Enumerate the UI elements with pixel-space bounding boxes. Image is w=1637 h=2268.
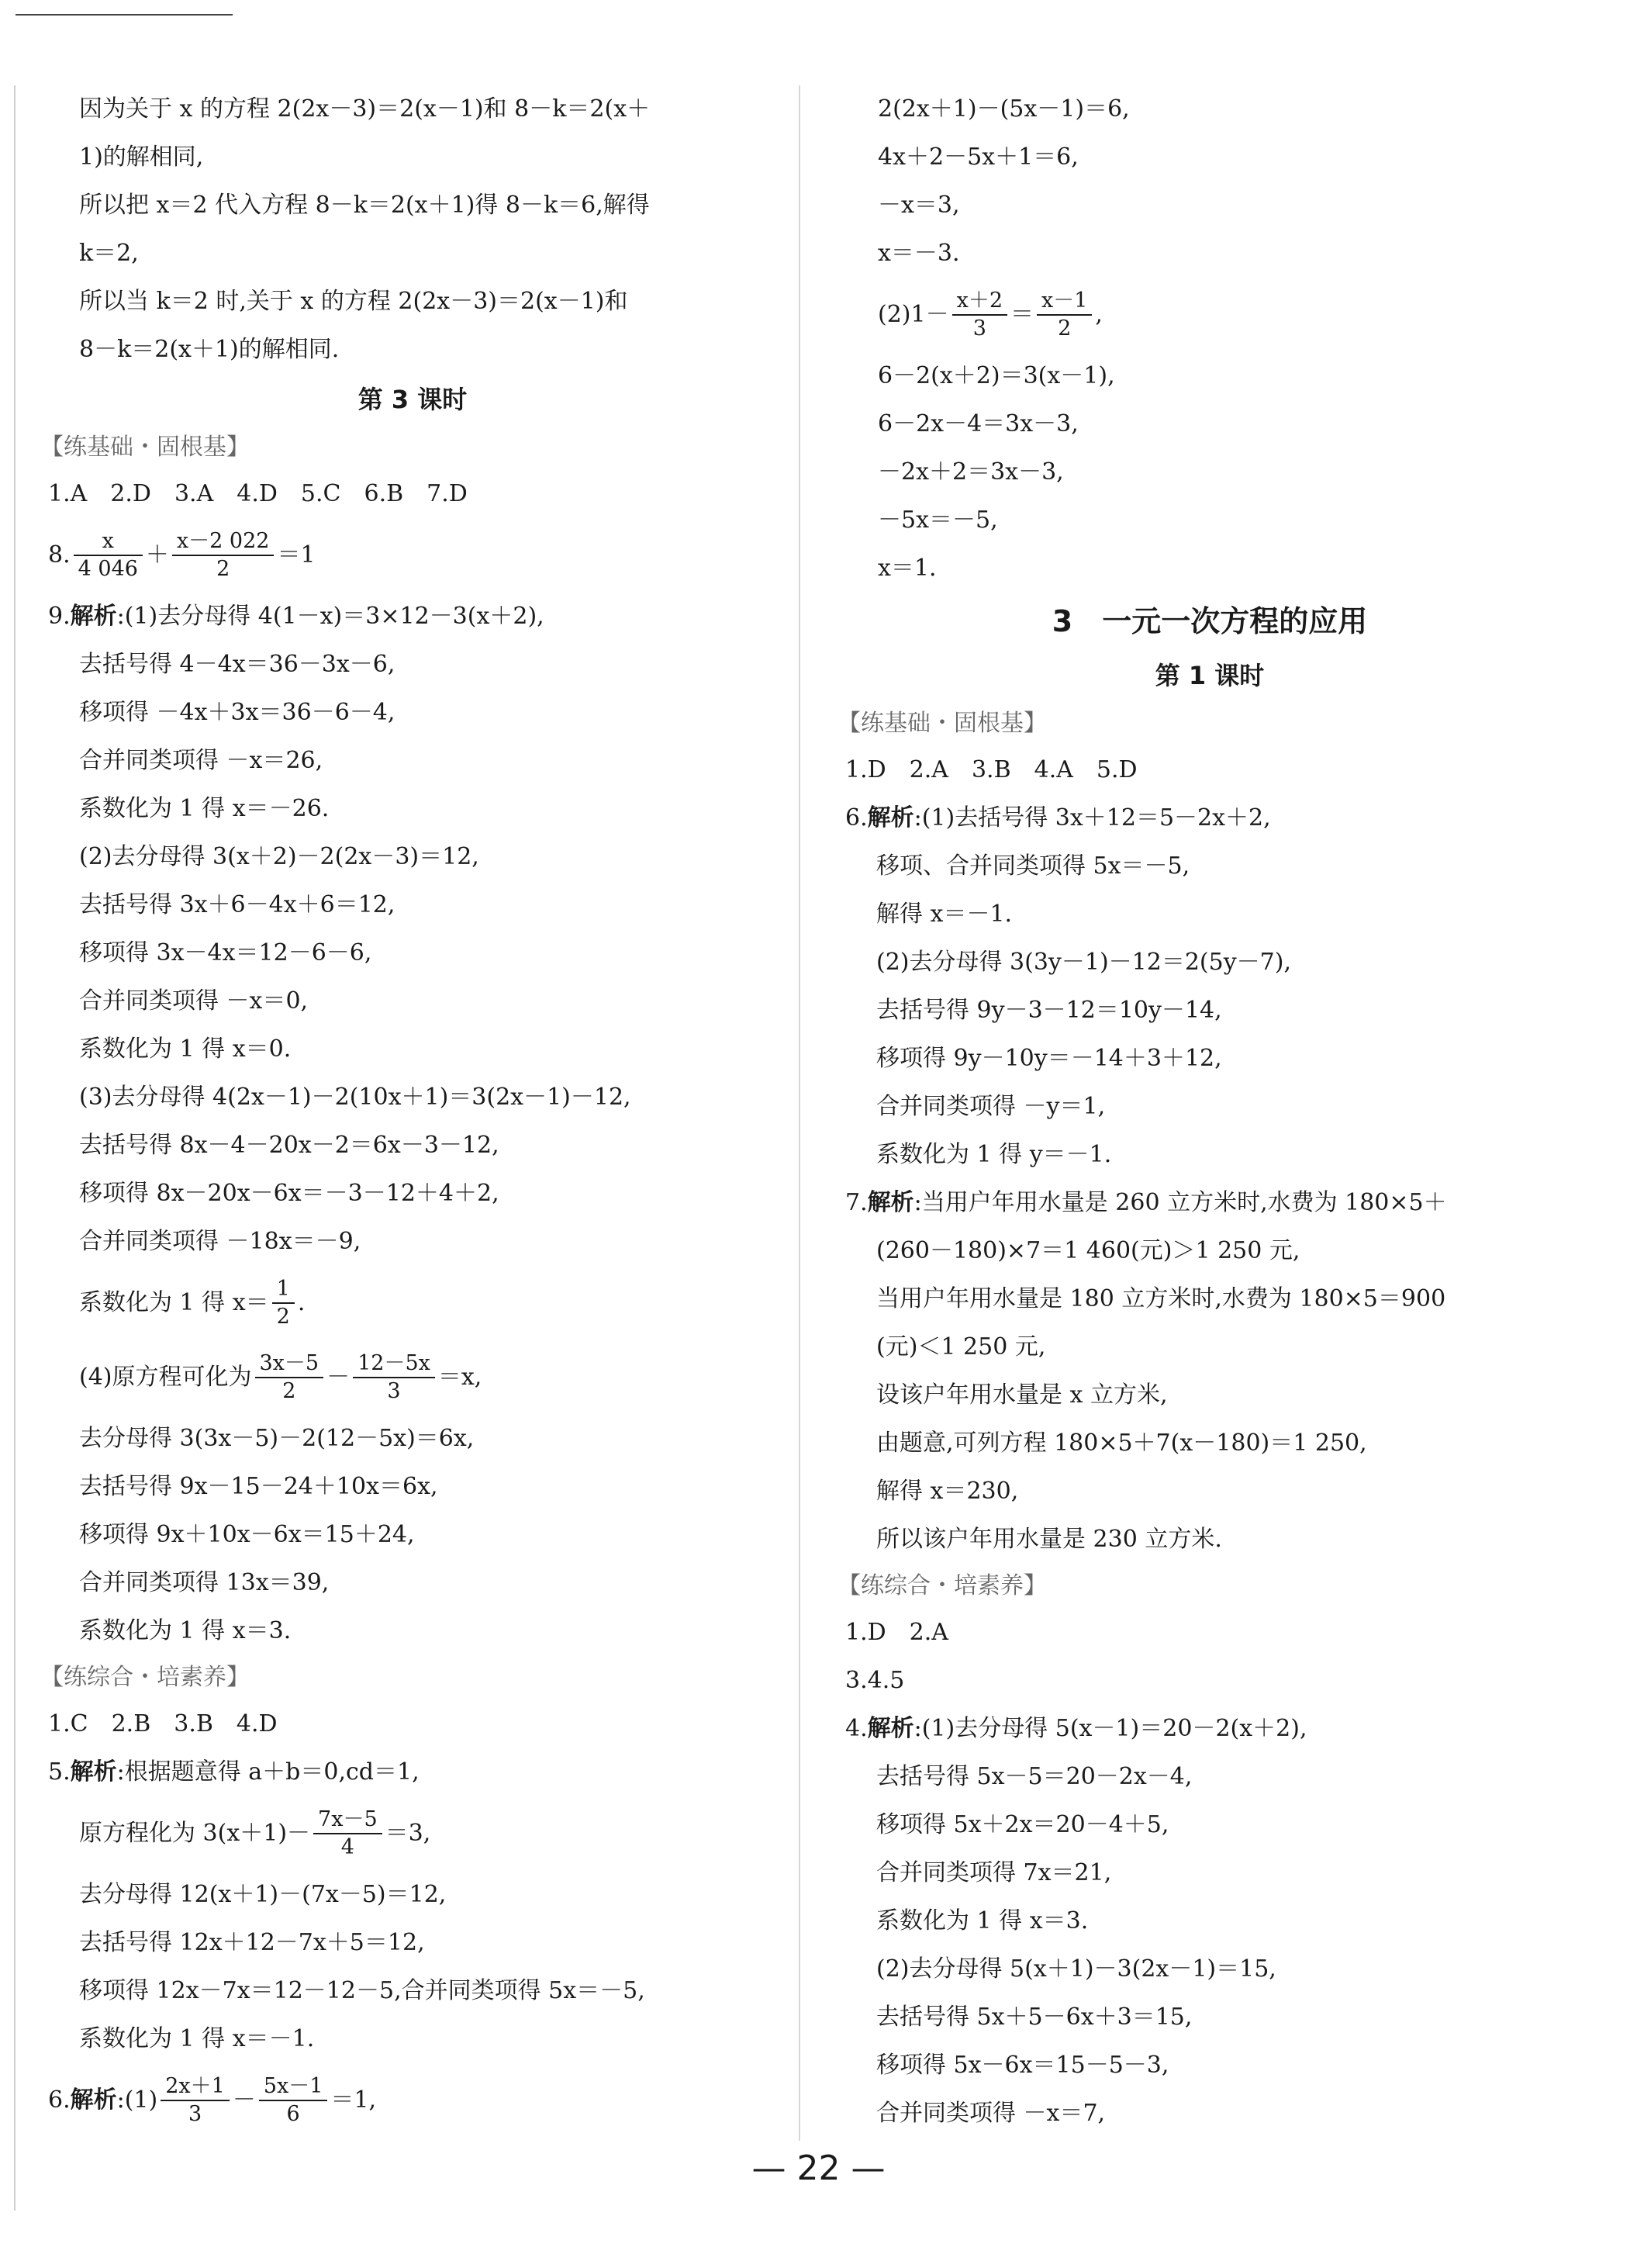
fraction-denominator: 4 046 [78, 557, 138, 581]
text-run: 7. [845, 1189, 868, 1216]
text-line: 由题意,可列方程 180×5＋7(x－180)＝1 250, [876, 1430, 1367, 1457]
text-line: －x＝3, [878, 192, 960, 219]
text-run: ＝ [1010, 301, 1034, 328]
fraction-numerator: 3x－5 [255, 1350, 324, 1378]
text-line: 所以把 x＝2 代入方程 8－k＝2(x＋1)得 8－k＝6,解得 [79, 192, 650, 219]
text-run: 5. [48, 1758, 71, 1786]
text-line [48, 1796, 777, 1871]
fraction-numerator: 1 [272, 1276, 295, 1304]
fraction-numerator: 12－5x [353, 1350, 435, 1378]
section-title: 第 1 课时 [1155, 661, 1265, 690]
text-line [845, 1705, 1574, 1753]
text-run: ＝1 [277, 541, 316, 569]
section-title: 第 3 课时 [357, 385, 468, 414]
text-run: － [326, 1364, 351, 1391]
text-line [48, 1748, 777, 1796]
text-line: (2)去分母得 3(x＋2)－2(2x－3)＝12, [79, 843, 479, 870]
text-line: 所以当 k＝2 时,关于 x 的方程 2(2x－3)＝2(x－1)和 [79, 288, 628, 315]
text-line: 移项得 9y－10y＝－14＋3＋12, [876, 1045, 1222, 1072]
text-line [845, 794, 1574, 842]
fraction-denominator: 2 [1058, 316, 1072, 341]
text-run: :(1)去分母得 5(x－1)＝20－2(x＋2), [913, 1715, 1307, 1742]
text-run: (4)原方程可化为 [79, 1364, 252, 1391]
text-line: 去括号得 12x＋12－7x＋5＝12, [79, 1929, 425, 1956]
text-run: 6. [48, 2086, 71, 2114]
answer-label: 解析 [867, 1715, 914, 1742]
text-line: (3)去分母得 4(2x－1)－2(10x＋1)＝3(2x－1)－12, [79, 1084, 631, 1111]
text-line: 系数化为 1 得 x＝－1. [79, 2025, 315, 2052]
section-label: 【练基础・固根基】 [837, 710, 1047, 737]
text-run: 9. [48, 603, 71, 630]
text-line: 去括号得 5x－5＝20－2x－4, [876, 1763, 1193, 1790]
right-column [837, 85, 1574, 2138]
text-line: 1.C 2.B 3.B 4.D [48, 1710, 278, 1737]
fraction-denominator: 6 [286, 2102, 300, 2126]
text-line: 解得 x＝230, [876, 1478, 1019, 1505]
text-line: x＝－3. [878, 240, 960, 267]
top-rule [16, 14, 233, 16]
text-line: 8－k＝2(x＋1)的解相同. [79, 336, 340, 363]
text-run: ＋ [145, 541, 169, 569]
fraction-numerator: x＋2 [952, 288, 1007, 316]
text-line: (260－180)×7＝1 460(元)＞1 250 元, [876, 1237, 1300, 1264]
text-line: 因为关于 x 的方程 2(2x－3)＝2(x－1)和 8－k＝2(x＋ [79, 95, 651, 123]
text-line: k＝2, [79, 240, 139, 267]
answer-label: 解析 [70, 603, 117, 630]
section-label: 【练基础・固根基】 [40, 434, 250, 461]
text-line: 合并同类项得 －y＝1, [876, 1093, 1106, 1120]
text-line: 合并同类项得 －18x＝－9, [79, 1228, 361, 1255]
text-line: 去括号得 8x－4－20x－2＝6x－3－12, [79, 1132, 499, 1159]
section-label: 【练综合・培素养】 [837, 1572, 1047, 1599]
page-number: — 22 — [751, 2149, 886, 2188]
text-line: 移项得 5x－6x＝15－5－3, [876, 2052, 1169, 2079]
text-run: ＝1, [330, 2086, 377, 2114]
answer-label: 解析 [70, 1758, 117, 1786]
fraction-denominator: 4 [340, 1835, 354, 1859]
text-line: 3.4.5 [845, 1667, 905, 1694]
text-line: 所以该户年用水量是 230 立方米. [876, 1526, 1222, 1553]
fraction-numerator: 5x－1 [259, 2073, 328, 2101]
text-run: , [1095, 301, 1103, 328]
text-line: 系数化为 1 得 x＝－26. [79, 795, 330, 822]
text-line: 去分母得 3(3x－5)－2(12－5x)＝6x, [79, 1425, 475, 1452]
text-line: 合并同类项得 7x＝21, [876, 1859, 1112, 1886]
text-line [845, 1179, 1574, 1227]
fraction [255, 1350, 324, 1405]
text-run: 4. [845, 1715, 868, 1742]
text-run: (2)1－ [878, 301, 949, 328]
text-line: 4x＋2－5x＋1＝6, [878, 143, 1079, 171]
fraction-denominator: 2 [282, 1379, 296, 1403]
text-line [48, 593, 777, 641]
text-line: x＝1. [878, 555, 937, 582]
text-line: 移项得 12x－7x＝12－12－5,合并同类项得 5x＝－5, [79, 1977, 645, 2004]
fraction-denominator: 3 [387, 1379, 401, 1403]
text-line: 1.D 2.A [845, 1619, 948, 1646]
text-run: :根据题意得 a＋b＝0,cd＝1, [116, 1758, 420, 1786]
text-line: 移项得 9x＋10x－6x＝15＋24, [79, 1521, 415, 1548]
text-line: 合并同类项得 －x＝26, [79, 747, 323, 774]
text-line: 移项、合并同类项得 5x＝－5, [876, 852, 1190, 880]
text-line: 移项得 3x－4x＝12－6－6, [79, 939, 372, 966]
text-run: 6. [845, 804, 868, 831]
text-line: 去括号得 5x＋5－6x＋3＝15, [876, 2004, 1193, 2031]
text-line [48, 1266, 777, 1340]
text-run: 系数化为 1 得 x＝ [79, 1289, 269, 1316]
text-line: 去分母得 12(x＋1)－(7x－5)＝12, [79, 1881, 447, 1908]
text-line [48, 1340, 777, 1415]
fraction-denominator: 3 [972, 316, 986, 341]
fraction-denominator: 2 [216, 557, 230, 581]
fraction-denominator: 2 [276, 1305, 290, 1329]
text-line [845, 278, 1574, 352]
left-margin-rule [14, 85, 16, 2211]
fraction [353, 1350, 435, 1405]
text-line: 1.A 2.D 3.A 4.D 5.C 6.B 7.D [48, 480, 468, 507]
text-run: ＝x, [437, 1364, 482, 1391]
answer-label: 解析 [867, 804, 914, 831]
text-run: － [232, 2086, 256, 2114]
fraction-numerator: x [74, 528, 143, 556]
text-line: 1)的解相同, [79, 143, 204, 171]
text-line: 合并同类项得 －x＝7, [876, 2100, 1106, 2127]
text-line: 当用户年用水量是 180 立方米时,水费为 180×5＝900 [876, 1285, 1446, 1312]
text-line: －2x＋2＝3x－3, [878, 458, 1064, 486]
answer-label: 解析 [867, 1189, 914, 1216]
fraction [161, 2073, 230, 2128]
fraction [1037, 288, 1092, 342]
text-line: 2(2x＋1)－(5x－1)＝6, [878, 95, 1130, 123]
text-line: 去括号得 4－4x＝36－3x－6, [79, 651, 395, 678]
fraction [74, 528, 143, 583]
text-line: 系数化为 1 得 x＝3. [876, 1907, 1089, 1934]
text-run: :(1) [116, 2086, 158, 2114]
text-line: 设该户年用水量是 x 立方米, [876, 1381, 1168, 1409]
section-title: 3 一元一次方程的应用 [1052, 604, 1368, 638]
text-line: (2)去分母得 5(x＋1)－3(2x－1)＝15, [876, 1955, 1276, 1983]
section-label: 【练综合・培素养】 [40, 1664, 250, 1691]
fraction-denominator: 3 [188, 2102, 202, 2126]
text-line [48, 518, 777, 593]
text-line: 解得 x＝－1. [876, 901, 1013, 928]
fraction [172, 528, 275, 583]
fraction [952, 288, 1007, 342]
text-run: ＝3, [385, 1820, 431, 1847]
fraction [259, 2073, 328, 2128]
text-line: 合并同类项得 －x＝0, [79, 987, 309, 1015]
text-line: 移项得 －4x＋3x＝36－6－4, [79, 699, 395, 726]
text-run: 8. [48, 541, 71, 569]
column-divider [799, 85, 800, 2141]
fraction [313, 1806, 382, 1861]
answer-label: 解析 [70, 2086, 117, 2114]
text-line [48, 2063, 777, 2138]
text-line: (2)去分母得 3(3y－1)－12＝2(5y－7), [876, 949, 1291, 976]
text-line: 合并同类项得 13x＝39, [79, 1569, 330, 1596]
text-line: 系数化为 1 得 y＝－1. [876, 1141, 1112, 1168]
fraction-numerator: x－1 [1037, 288, 1092, 316]
fraction-numerator: 7x－5 [313, 1806, 382, 1834]
text-run: :当用户年用水量是 260 立方米时,水费为 180×5＋ [913, 1189, 1447, 1216]
text-line: 1.D 2.A 3.B 4.A 5.D [845, 756, 1138, 783]
text-run: :(1)去分母得 4(1－x)＝3×12－3(x＋2), [116, 603, 544, 630]
text-line: 6－2x－4＝3x－3, [878, 410, 1079, 437]
text-line: －5x＝－5, [878, 506, 998, 534]
text-line: 系数化为 1 得 x＝3. [79, 1617, 292, 1644]
text-run: . [297, 1289, 306, 1316]
text-run: :(1)去括号得 3x＋12＝5－2x＋2, [913, 804, 1271, 831]
fraction [272, 1276, 295, 1330]
left-column [40, 85, 777, 2138]
text-line: 移项得 8x－20x－6x＝－3－12＋4＋2, [79, 1180, 499, 1207]
text-line: 去括号得 3x＋6－4x＋6＝12, [79, 891, 395, 918]
text-line: 去括号得 9y－3－12＝10y－14, [876, 997, 1222, 1024]
text-line: 移项得 5x＋2x＝20－4＋5, [876, 1811, 1169, 1838]
fraction-numerator: 2x＋1 [161, 2073, 230, 2101]
text-run: 原方程化为 3(x＋1)－ [79, 1820, 311, 1847]
fraction-numerator: x－2 022 [172, 528, 275, 556]
text-line: (元)＜1 250 元, [876, 1333, 1046, 1360]
text-line: 系数化为 1 得 x＝0. [79, 1035, 292, 1063]
text-line: 6－2(x＋2)＝3(x－1), [878, 362, 1115, 389]
text-line: 去括号得 9x－15－24＋10x＝6x, [79, 1473, 438, 1500]
